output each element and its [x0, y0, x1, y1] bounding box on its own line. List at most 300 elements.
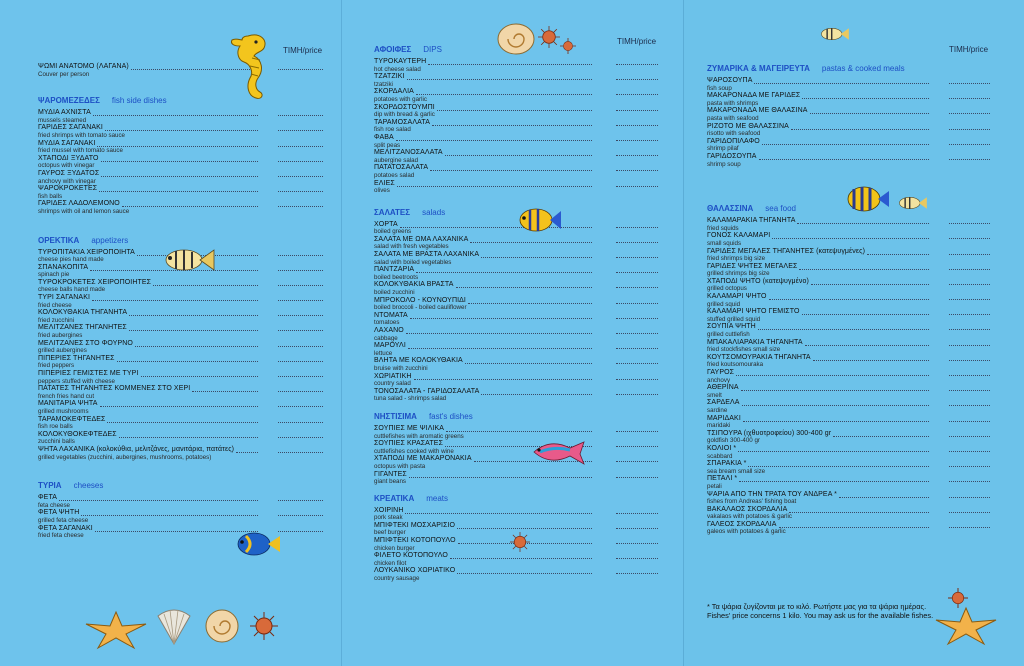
price-field — [616, 105, 658, 111]
price-field — [949, 218, 990, 224]
leader-dots — [430, 165, 592, 171]
menu-item-name: ΤΣΙΠΟΥΡΑ (ιχθυοτροφείου) 300-400 gr — [707, 430, 990, 438]
section-title-en: meats — [426, 493, 449, 503]
menu-column-right — [707, 64, 990, 536]
menu-item-translation: maridaki — [707, 422, 731, 430]
menu-item-translation: fish roe salad — [374, 126, 411, 134]
price-field — [616, 298, 658, 304]
menu-item-translation: mussels steamed — [38, 116, 87, 124]
section-title-en: appetizers — [91, 235, 129, 245]
price-field — [278, 401, 323, 407]
menu-item-translation: aubergine salad — [374, 156, 419, 164]
menu-item-name: ΛΑΧΑΝΟ — [374, 327, 658, 335]
menu-item-translation: fried shrimps big size — [707, 255, 766, 263]
menu-item-translation: french fries hand cut — [38, 392, 95, 400]
menu-item-name: ΨΩΜΙ ΑΝΑΤΟΜΟ (ΛΑΓΑΝΑ) — [38, 63, 323, 71]
section-title-gr: ΑΦΟΙΦΕΣ — [374, 45, 412, 54]
leader-dots — [428, 59, 592, 65]
sea-urchin-icon — [510, 532, 530, 552]
price-field — [949, 78, 990, 84]
price-field — [278, 386, 323, 392]
menu-item-translation: beef burger — [374, 529, 406, 537]
leader-dots — [813, 355, 929, 361]
price-field — [616, 89, 658, 95]
menu-item-translation: grilled feta cheese — [38, 516, 89, 524]
section-title — [374, 412, 658, 421]
price-field — [616, 358, 658, 364]
menu-item-name: ΓΑΡΙΔΟΣΟΥΠΑ — [707, 153, 990, 161]
menu-item-name: ΜΕΛΙΤΖΑΝΕΣ ΣΤΟ ΦΟΥΡΝΟ — [38, 340, 323, 348]
price-header: ΤΙΜΗ/price — [949, 45, 989, 54]
section-title-en: sea food — [765, 204, 796, 214]
leader-dots — [408, 343, 592, 349]
leader-dots — [406, 328, 592, 334]
menu-item-translation: tomatoes — [374, 319, 400, 327]
menu-item-name: ΣΠΑΡΑΚΙΑ * — [707, 460, 990, 468]
fish-price-note-gr: * Τα ψάρια ζυγίζονται με το κιλό. Ρωτήστε μας για τα ψάρια ημέρας. — [707, 602, 927, 611]
menu-item-translation: petali — [707, 482, 722, 490]
price-field — [616, 568, 658, 574]
menu-item-translation: potatoes salad — [374, 171, 415, 179]
price-field — [949, 93, 990, 99]
menu-item-name: ΓΑΡΙΔΕΣ ΨΗΤΕΣ ΜΕΓΑΛΕΣ — [707, 263, 990, 271]
nautilus-icon — [496, 22, 536, 56]
price-field — [949, 431, 990, 437]
price-field — [949, 324, 990, 330]
leader-dots — [92, 295, 258, 301]
price-field — [949, 309, 990, 315]
leader-dots — [396, 135, 592, 141]
menu-item-name: ΚΟΥΤΣΟΜΟΥΡΑΚΙΑ ΤΗΓΑΝΗΤΑ — [707, 354, 990, 362]
menu-item-translation: stuffed grilled squid — [707, 315, 761, 323]
price-field — [278, 110, 323, 116]
menu-item-name: ΧΟΙΡΙΝΗ — [374, 507, 658, 515]
section-title — [38, 96, 323, 105]
price-field — [949, 249, 990, 255]
menu-item-name: ΦΕΤΑ ΣΑΓΑΝΑΚΙ — [38, 525, 323, 533]
menu-item-translation: zucchini balls — [38, 438, 75, 446]
price-field — [278, 495, 323, 501]
leader-dots — [93, 110, 258, 116]
section-title — [38, 481, 323, 490]
price-field — [616, 538, 658, 544]
menu-item-translation: grilled mushrooms — [38, 407, 89, 415]
section-title — [38, 236, 323, 245]
menu-item-translation: goldfish 300-400 gr — [707, 437, 760, 445]
menu-item-name: ΚΟΛΟΚΥΘΑΚΙΑ ΤΗΓΑΝΗΤΑ — [38, 309, 323, 317]
leader-dots — [457, 568, 592, 574]
menu-item-name: ΦΕΤΑ — [38, 494, 323, 502]
leader-dots — [405, 508, 592, 514]
starfish-icon — [84, 610, 148, 650]
yellow-fish-icon — [818, 26, 850, 42]
price-field — [616, 523, 658, 529]
sea-urchin-icon — [250, 612, 278, 640]
menu-item-name: ΤΑΡΑΜΟΣΑΛΑΤΑ — [374, 119, 658, 127]
leader-dots — [769, 294, 929, 300]
menu-item-name: ΓΑΡΙΔΕΣ ΜΕΓΑΛΕΣ ΤΗΓΑΝΗΤΕΣ (κατεψυγμένες) — [707, 248, 990, 256]
leader-dots — [839, 492, 929, 498]
price-field — [616, 150, 658, 156]
menu-item-name: ΚΟΛΙΟΙ * — [707, 445, 990, 453]
menu-item-name: ΣΟΥΠΙΕΣ ΚΡΑΣΑΤΕΣ — [374, 440, 658, 448]
menu-item-name: ΠΕΤΑΛΙ * — [707, 475, 990, 483]
menu-item-translation: salad with fresh vegetables — [374, 243, 449, 251]
menu-item-name: ΨΑΡΙΑ ΑΠΟ ΤΗΝ ΤΡΑΤΑ ΤΟΥ ΑΝΔΡΕΑ * — [707, 491, 990, 499]
price-field — [616, 282, 658, 288]
menu-item-translation: fried zucchini — [38, 316, 75, 324]
menu-item-translation: tzatziki — [374, 80, 393, 88]
menu-item-translation: peppers stuffed with cheese — [38, 377, 115, 385]
leader-dots — [117, 356, 258, 362]
menu-item-name: ΦΑΒΑ — [374, 134, 658, 142]
menu-item-name: ΒΛΗΤΑ ΜΕ ΚΟΛΟΚΥΘΑΚΙΑ — [374, 357, 658, 365]
leader-dots — [446, 426, 592, 432]
price-field — [949, 416, 990, 422]
menu-item-translation: fishes from Andreas' fishing boat — [707, 498, 797, 506]
leader-dots — [738, 446, 929, 452]
menu-item-name: ΣΚΟΡΔΑΛΙΑ — [374, 88, 658, 96]
menu-item-translation: bruise with zucchini — [374, 364, 428, 372]
price-field — [278, 201, 323, 207]
menu-item-name: ΤΥΡΟΚΡΟΚΕΤΕΣ ΧΕΙΡΟΠΟΙΗΤΕΣ — [38, 279, 323, 287]
price-field — [278, 156, 323, 162]
price-header: ΤΙΜΗ/price — [617, 37, 657, 46]
menu-item-translation: anchovy with vinegar — [38, 177, 96, 185]
leader-dots — [741, 385, 929, 391]
section-title-en: fast's dishes — [428, 411, 473, 421]
menu-item-translation: fish soup — [707, 84, 732, 92]
menu-item-translation: pasta with shrimps — [707, 99, 759, 107]
menu-item-name: ΠΑΤΑΤΟΣΑΛΑΤΑ — [374, 164, 658, 172]
shell-icon — [154, 606, 194, 646]
menu-item-name: ΜΠΙΦΤΕΚΙ ΜΟΣΧΑΡΙΣΙΟ — [374, 522, 658, 530]
menu-item-name: ΜΑΝΙΤΑΡΙΑ ΨΗΤΑ — [38, 400, 323, 408]
price-field — [616, 59, 658, 65]
menu-item-name: ΤΥΡΙ ΣΑΓΑΝΑΚΙ — [38, 294, 323, 302]
section-title-en: salads — [422, 207, 446, 217]
menu-item-name: ΣΟΥΠΙΑ ΨΗΤΗ — [707, 323, 990, 331]
leader-dots — [802, 93, 929, 99]
menu-item-translation: cuttlefishes cooked with wine — [374, 447, 454, 455]
menu-item-name: ΣΟΥΠΙΕΣ ΜΕ ΨΙΛΙΚΑ — [374, 425, 658, 433]
price-field — [949, 108, 990, 114]
menu-item-translation: fried shrimps with tomato sauce — [38, 131, 126, 139]
menu-item-name: ΝΤΟΜΑΤΑ — [374, 312, 658, 320]
menu-item-name: ΣΠΑΝΑΚΟΠΙΤΑ — [38, 264, 323, 272]
menu-item-name: ΚΟΛΟΚΥΘΑΚΙΑ ΒΡΑΣΤΑ — [374, 281, 658, 289]
menu-item-translation: hot cheese salad — [374, 65, 421, 73]
section-title-en: cheeses — [73, 481, 104, 491]
menu-item-name: ΓΟΝΟΣ ΚΑΛΑΜΑΡΙ — [707, 232, 990, 240]
section-title-gr: ΨΑΡΟΜΕΖΕΔΕΣ — [38, 96, 100, 106]
menu-item-name: ΜΠΑΚΑΛΙΑΡΑΚΙΑ ΤΗΓΑΝΗΤΑ — [707, 339, 990, 347]
price-field — [949, 476, 990, 482]
menu-item-translation: grilled vegetables (zucchini, aubergines, mushrooms, potatoes) — [38, 453, 212, 461]
menu-item-translation: shrimp soup — [707, 160, 741, 168]
price-field — [949, 461, 990, 467]
leader-dots — [59, 495, 258, 501]
price-field — [949, 385, 990, 391]
menu-item-translation: potatoes with garlic — [374, 95, 427, 103]
menu-item-name: ΨΗΤΑ ΛΑΧΑΝΙΚΑ (κολοκύθια, μελιτζάνες, μανιτάρια, πατάτες) — [38, 446, 323, 454]
leader-dots — [772, 233, 929, 239]
leader-dots — [409, 472, 592, 478]
price-field — [278, 186, 323, 192]
menu-item-translation: fried mussel with tomato sauce — [38, 147, 123, 155]
leader-dots — [791, 124, 929, 130]
price-field — [278, 295, 323, 301]
price-field — [278, 64, 323, 70]
menu-item-name: ΧΤΑΠΟΔΙ ΨΗΤΟ (κατεψυγμένο) — [707, 278, 990, 286]
price-field — [278, 341, 323, 347]
leader-dots — [754, 78, 929, 84]
menu-item-translation: salad with boiled vegetables — [374, 258, 452, 266]
menu-item-name: ΓΑΡΙΔΟΠΙΛΑΦΟ — [707, 138, 990, 146]
menu-item-translation: vakalaos with potatoes & garlic — [707, 513, 792, 521]
leader-dots — [122, 201, 258, 207]
leader-dots — [81, 510, 258, 516]
price-field — [949, 124, 990, 130]
leader-dots — [432, 120, 592, 126]
price-field — [278, 280, 323, 286]
menu-item-translation: grilled octopus — [707, 285, 747, 293]
menu-item-name: ΠΙΠΕΡΙΕΣ ΤΗΓΑΝΗΤΕΣ — [38, 355, 323, 363]
menu-item-translation: anchovy — [707, 376, 731, 384]
price-field — [616, 267, 658, 273]
menu-item-translation: country sausage — [374, 575, 420, 583]
price-field — [278, 447, 323, 453]
menu-item-name: ΓΑΥΡΟΣ — [707, 369, 990, 377]
price-field — [278, 356, 323, 362]
leader-dots — [810, 108, 929, 114]
menu-item-translation: scabbard — [707, 452, 733, 460]
menu-item-name: ΠΑΝΤΖΑΡΙΑ — [374, 266, 658, 274]
leader-dots — [802, 309, 929, 315]
menu-item-name: ΠΙΠΕΡΙΕΣ ΓΕΜΙΣΤΕΣ ΜΕ ΤΥΡΙ — [38, 370, 323, 378]
price-field — [949, 294, 990, 300]
menu-item-name: ΧΤΑΠΟΔΙ ΜΕ ΜΑΚΑΡΟΝΑΚΙΑ — [374, 455, 658, 463]
leader-dots — [742, 400, 929, 406]
price-field — [278, 265, 323, 271]
price-field — [949, 400, 990, 406]
menu-item-translation: fried koutsomouraka — [707, 361, 764, 369]
leader-dots — [416, 267, 592, 273]
leader-dots — [99, 186, 258, 192]
section-title-gr: ΘΑΛΑΣΣΙΝΑ — [707, 204, 754, 214]
leader-dots — [867, 249, 929, 255]
menu-item-translation: tuna salad - shrimps salad — [374, 395, 447, 403]
menu-item-name: ΜΑΡΙΔΑΚΙ — [707, 415, 990, 423]
price-field — [278, 371, 323, 377]
menu-item-translation: smelt — [707, 391, 722, 399]
price-field — [278, 526, 323, 532]
menu-item-translation: grilled squid — [707, 300, 741, 308]
price-field — [949, 154, 990, 160]
price-field — [949, 279, 990, 285]
menu-item-name: ΨΑΡΟΚΡΟΚΕΤΕΣ — [38, 185, 323, 193]
section-title — [707, 64, 990, 73]
menu-item-translation: fried aubergines — [38, 332, 83, 340]
section-title-en: DIPS — [423, 45, 442, 54]
seahorse-icon — [226, 30, 276, 105]
leader-dots — [779, 522, 929, 528]
section-title-gr: ΝΗΣΤΙΣΙΜΑ — [374, 411, 417, 421]
price-field — [949, 355, 990, 361]
menu-item-translation: fried peppers — [38, 362, 75, 370]
leader-dots — [141, 371, 259, 377]
leader-dots — [445, 150, 592, 156]
menu-item-translation: octopus with vinegar — [38, 162, 95, 170]
price-field — [949, 507, 990, 513]
price-field — [949, 492, 990, 498]
sea-urchin-icon — [560, 38, 576, 54]
section-title-gr: ΖΥΜΑΡΙΚΑ & ΜΑΓΕΙΡΕΥΤΑ — [707, 64, 810, 73]
menu-item-name: ΜΥΔΙΑ ΑΧΝΙΣΤΑ — [38, 109, 323, 117]
page-fold — [341, 0, 342, 666]
price-field — [616, 120, 658, 126]
menu-item-name: ΡΙΖΟΤΟ ΜΕ ΘΑΛΑΣΣΙΝΑ — [707, 123, 990, 131]
yellow-fish-icon — [160, 246, 216, 274]
price-field — [616, 343, 658, 349]
leader-dots — [799, 264, 929, 270]
menu-item-translation: fish balls — [38, 192, 63, 200]
price-field — [278, 510, 323, 516]
menu-item-translation: grilled aubergines — [38, 347, 87, 355]
fish-price-note-en: Fishes' price concerns 1 kilo. You may ask us for the available fishes. — [707, 611, 934, 620]
menu-column-middle — [374, 45, 658, 583]
price-field — [616, 553, 658, 559]
sea-urchin-icon — [948, 588, 968, 608]
menu-item-translation: small squids — [707, 239, 742, 247]
menu-item-name: ΕΛΙΕΣ — [374, 180, 658, 188]
menu-column-left — [38, 63, 323, 540]
menu-item-translation: spinach pie — [38, 271, 70, 279]
menu-item-translation: pasta with seafood — [707, 114, 759, 122]
price-field — [278, 141, 323, 147]
leader-dots — [153, 280, 258, 286]
leader-dots — [758, 324, 929, 330]
leader-dots — [100, 401, 259, 407]
menu-item-name: ΣΑΛΑΤΑ ΜΕ ΒΡΑΣΤΑ ΛΑΧΑΝΙΚΑ — [374, 251, 658, 259]
menu-item-name: ΑΘΕΡΙΝΑ — [707, 384, 990, 392]
price-field — [616, 441, 658, 447]
menu-item-name: ΧΤΑΠΟΔΙ ΞΥΔΑΤΟ — [38, 155, 323, 163]
leader-dots — [481, 389, 592, 395]
menu-item-name: ΨΑΡΟΣΟΥΠΑ — [707, 77, 990, 85]
price-field — [949, 340, 990, 346]
menu-item-name: ΜΠΙΦΤΕΚΙ ΚΟΤΟΠΟΥΛΟ — [374, 537, 658, 545]
menu-item-name: ΦΕΤΑ ΨΗΤΗ — [38, 509, 323, 517]
menu-item-name: ΜΥΔΙΑ ΣΑΓΑΝΑΚΙ — [38, 140, 323, 148]
leader-dots — [762, 139, 929, 145]
menu-item-translation: shrimps with oil and lemon sauce — [38, 207, 130, 215]
price-field — [949, 370, 990, 376]
price-field — [616, 135, 658, 141]
leader-dots — [129, 325, 258, 331]
price-field — [949, 522, 990, 528]
menu-item-name: ΤΖΑΤΖΙΚΙ — [374, 73, 658, 81]
menu-item-translation: giant beans — [374, 478, 406, 486]
leader-dots — [739, 476, 929, 482]
leader-dots — [416, 89, 592, 95]
leader-dots — [101, 156, 258, 162]
price-field — [278, 325, 323, 331]
price-field — [616, 181, 658, 187]
section-title-gr: ΚΡΕΑΤΙΚΑ — [374, 493, 415, 503]
yellow-fish-icon — [896, 194, 928, 212]
menu-item-translation: boiled greens — [374, 228, 412, 236]
price-field — [949, 264, 990, 270]
menu-item-name: ΜΠΡΟΚΟΛΟ - ΚΟΥΝΟΥΠΙΔΙ — [374, 297, 658, 305]
menu-item-name: ΓΑΛΕΟΣ ΣΚΟΡΔΑΛΙΑ — [707, 521, 990, 529]
leader-dots — [797, 218, 929, 224]
menu-item-translation: fried stockfishes small size — [707, 346, 781, 354]
leader-dots — [437, 105, 592, 111]
price-field — [278, 417, 323, 423]
price-field — [616, 74, 658, 80]
menu-item-name: ΧΩΡΙΑΤΙΚΗ — [374, 373, 658, 381]
price-field — [616, 252, 658, 258]
price-field — [616, 508, 658, 514]
nautilus-icon — [204, 608, 240, 644]
price-field — [616, 313, 658, 319]
leader-dots — [407, 74, 592, 80]
menu-item-name: ΓΙΓΑΝΤΕΣ — [374, 471, 658, 479]
leader-dots — [450, 553, 592, 559]
leader-dots — [135, 341, 258, 347]
price-field — [616, 389, 658, 395]
leader-dots — [457, 523, 592, 529]
menu-item-translation: sea bream small size — [707, 467, 766, 475]
leader-dots — [397, 181, 592, 187]
leader-dots — [107, 417, 258, 423]
price-field — [949, 233, 990, 239]
leader-dots — [400, 222, 592, 228]
menu-item-name: ΜΑΡΟΥΛΙ — [374, 342, 658, 350]
menu-item-translation: fish roe balls — [38, 423, 73, 431]
price-field — [616, 456, 658, 462]
price-field — [616, 374, 658, 380]
menu-item-name: ΚΟΛΟΚΥΘΟΚΕΦΤΕΔΕΣ — [38, 431, 323, 439]
menu-item-name: ΒΑΚΑΛΑΟΣ ΣΚΟΡΔΑΛΙΑ — [707, 506, 990, 514]
menu-item-name: ΓΑΥΡΟΣ ΞΥΔΑΤΟΣ — [38, 170, 323, 178]
leader-dots — [97, 141, 258, 147]
menu-item-name: ΚΑΛΑΜΑΡΙ ΨΗΤΟ — [707, 293, 990, 301]
menu-item-name: ΤΥΡΟΚΑΥΤΕΡΗ — [374, 58, 658, 66]
menu-item-name: ΤΑΡΑΜΟΚΕΦΤΕΔΕΣ — [38, 416, 323, 424]
price-field — [278, 310, 323, 316]
menu-item-name: ΤΥΡΟΠΙΤΑΚΙΑ ΧΕΙΡΟΠΟΙΗΤΑ — [38, 249, 323, 257]
leader-dots — [481, 252, 592, 258]
leader-dots — [743, 416, 929, 422]
price-field — [616, 222, 658, 228]
section-title-gr: ΣΑΛΑΤΕΣ — [374, 207, 411, 217]
leader-dots — [465, 358, 592, 364]
menu-item-translation: risotto with seafood — [707, 130, 761, 138]
menu-item-name: ΓΑΡΙΔΕΣ ΛΑΔΟΛΕΜΟΝΟ — [38, 200, 323, 208]
leader-dots — [192, 386, 258, 392]
menu-item-translation: split peas — [374, 141, 401, 149]
price-field — [949, 139, 990, 145]
tropical-fish-icon — [516, 206, 562, 234]
price-field — [616, 328, 658, 334]
leader-dots — [470, 237, 592, 243]
menu-item-translation: cuttlefishes with aromatic greens — [374, 432, 464, 440]
section-title-gr: ΟΡΕΚΤΙΚΑ — [38, 235, 80, 245]
price-field — [278, 125, 323, 131]
leader-dots — [805, 340, 929, 346]
